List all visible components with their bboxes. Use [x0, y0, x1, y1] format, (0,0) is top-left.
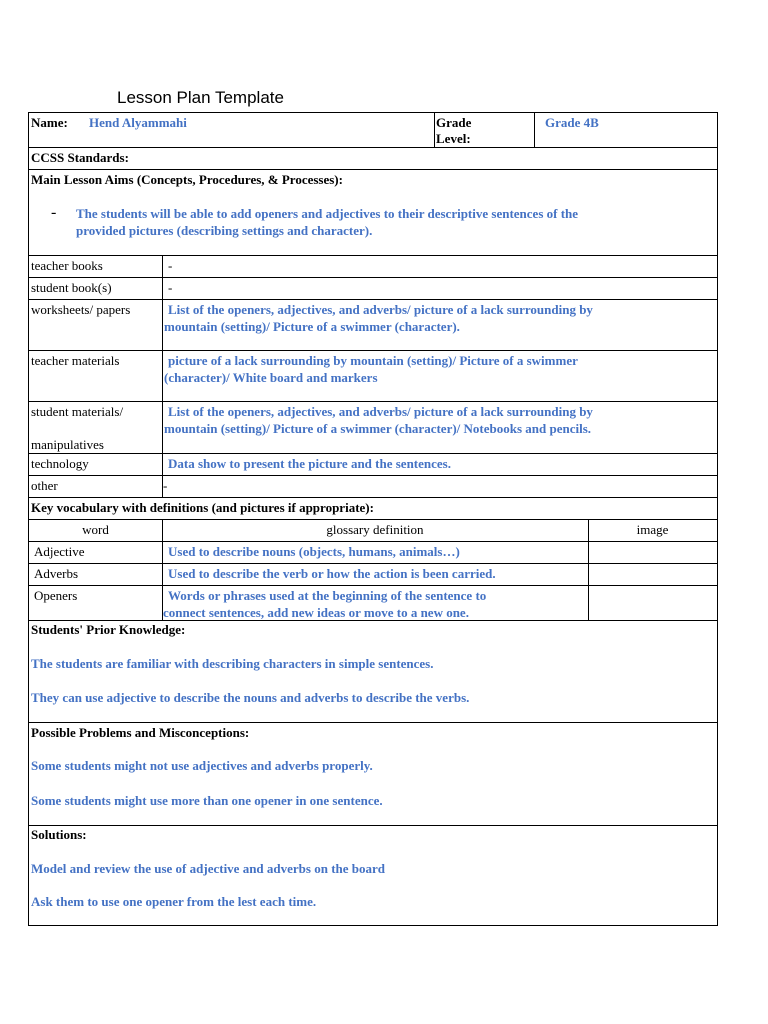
vocab-definition: Used to describe the verb or how the action is been carried.: [168, 566, 496, 581]
aims-row: [29, 169, 717, 255]
vocab-word: Adjective: [34, 544, 85, 559]
solutions-text: Ask them to use one opener from the lest each time.: [31, 894, 317, 909]
name-label: Name:: [31, 115, 68, 130]
prior-knowledge-section: [29, 620, 717, 722]
materials-label: teacher books: [31, 258, 103, 273]
solutions-label: Solutions:: [31, 827, 87, 842]
vocab-header-row: [29, 519, 717, 541]
ccss-label: CCSS Standards:: [31, 150, 129, 165]
materials-value: -: [163, 478, 168, 493]
lesson-plan-table: [28, 112, 718, 926]
grade-label-line1: Grade: [436, 115, 472, 130]
materials-row-teacher-books: [29, 255, 717, 277]
grade-label-line2: Level:: [436, 131, 471, 146]
grade-value: Grade 4B: [545, 115, 599, 130]
vocab-heading-row: [29, 497, 717, 519]
materials-value: -: [168, 280, 173, 295]
materials-label-line1: student materials/: [31, 404, 124, 419]
materials-label: teacher materials: [31, 353, 120, 368]
materials-row-student-books: [29, 277, 717, 299]
materials-row-student-materials: [29, 401, 717, 453]
ccss-row: [29, 147, 717, 169]
materials-value: -: [168, 258, 173, 273]
vocab-definition-line1: Words or phrases used at the beginning of the sentence to: [168, 588, 487, 603]
materials-row-worksheets: [29, 299, 717, 350]
vocab-label: Key vocabulary with definitions (and pictures if appropriate):: [31, 500, 374, 515]
materials-value-line1: picture of a lack surrounding by mountain (setting)/ Picture of a swimmer: [168, 353, 578, 368]
vocab-row: [29, 585, 717, 620]
materials-value-line1: List of the openers, adjectives, and adverbs/ picture of a lack surrounding by: [168, 404, 593, 419]
materials-label: worksheets/ papers: [31, 302, 131, 317]
prior-knowledge-text: They can use adjective to describe the nouns and adverbs to describe the verbs.: [31, 690, 470, 705]
problems-label: Possible Problems and Misconceptions:: [31, 725, 250, 740]
vocab-definition: Used to describe nouns (objects, humans, animals…): [168, 544, 460, 559]
materials-value: Data show to present the picture and the sentences.: [168, 456, 451, 471]
solutions-section: [29, 825, 717, 925]
header-row: [29, 113, 717, 147]
materials-value-line1: List of the openers, adjectives, and adverbs/ picture of a lack surrounding by: [168, 302, 593, 317]
solutions-text: Model and review the use of adjective and adverbs on the board: [31, 861, 386, 876]
prior-knowledge-label: Students' Prior Knowledge:: [31, 622, 186, 637]
vocab-row: [29, 563, 717, 585]
materials-row-technology: [29, 453, 717, 475]
problems-section: [29, 722, 717, 825]
materials-label: technology: [31, 456, 89, 471]
aims-bullet: -: [51, 204, 57, 221]
prior-knowledge-text: The students are familiar with describing characters in simple sentences.: [31, 656, 434, 671]
materials-label: other: [31, 478, 58, 493]
materials-value-line2: mountain (setting)/ Picture of a swimmer (character)/ Notebooks and pencils.: [164, 421, 592, 436]
problems-text: Some students might not use adjectives and adverbs properly.: [31, 758, 373, 773]
materials-row-teacher-materials: [29, 350, 717, 401]
teacher-name: Hend Alyammahi: [89, 115, 187, 130]
materials-row-other: [29, 475, 717, 497]
vocab-col-definition: glossary definition: [326, 522, 424, 537]
materials-label-line2: manipulatives: [31, 437, 104, 452]
aims-line-1: The students will be able to add openers and adjectives to their descriptive sentences of the: [76, 206, 579, 221]
materials-value-line2: mountain (setting)/ Picture of a swimmer (character).: [164, 319, 460, 334]
aims-label: Main Lesson Aims (Concepts, Procedures, & Processes):: [31, 172, 343, 187]
vocab-row: [29, 541, 717, 563]
problems-text: Some students might use more than one opener in one sentence.: [31, 793, 383, 808]
aims-line-2: provided pictures (describing settings and character).: [76, 223, 373, 238]
vocab-word: Adverbs: [34, 566, 79, 581]
vocab-col-image: image: [636, 522, 669, 537]
vocab-definition-line2: connect sentences, add new ideas or move to a new one.: [163, 605, 469, 620]
materials-label: student book(s): [31, 280, 112, 295]
vocab-word: Openers: [34, 588, 78, 603]
materials-value-line2: (character)/ White board and markers: [164, 370, 378, 385]
page-title: Lesson Plan Template: [117, 88, 284, 107]
vocab-col-word: word: [82, 522, 109, 537]
